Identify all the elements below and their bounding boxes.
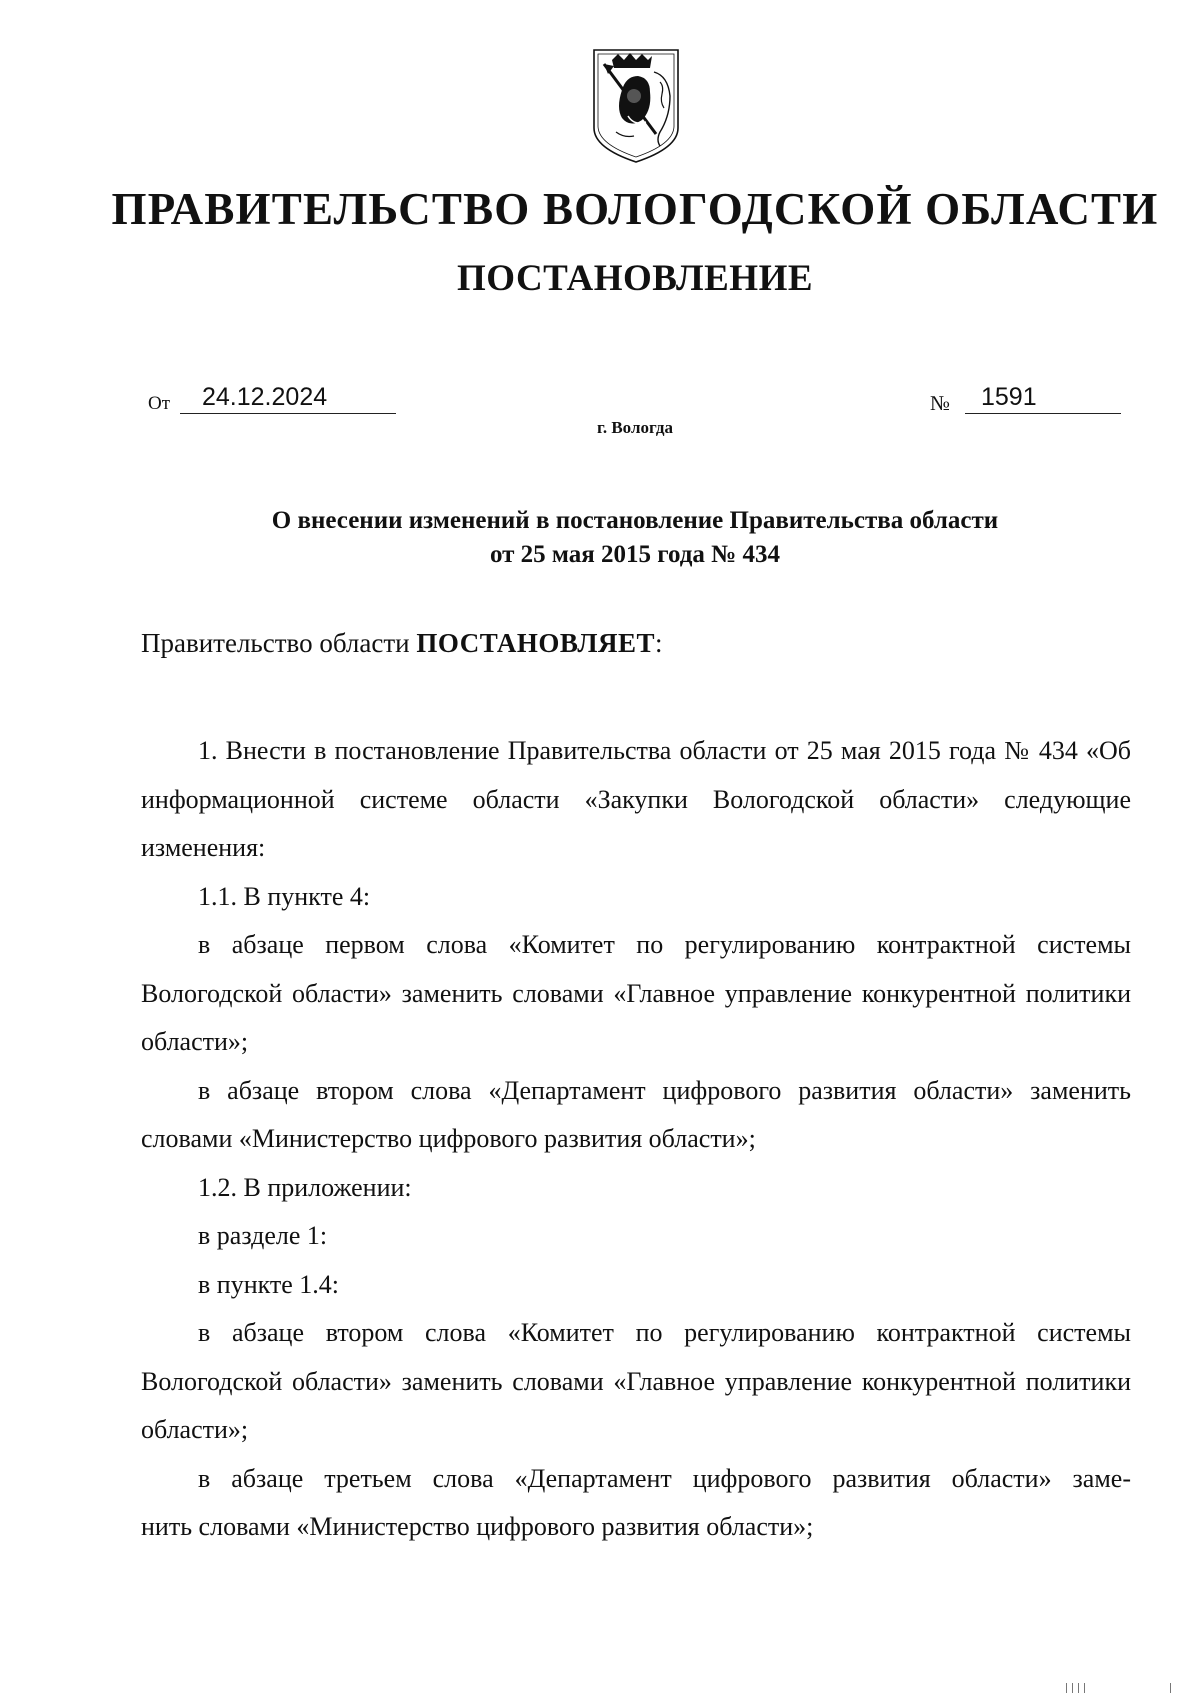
- paragraph: в абзаце первом слова «Комитет по регулированию контрактной системы Вологодской области» заменить словами «Главное управление конкурентной политики области»;: [141, 930, 1131, 1056]
- city-label: г. Вологда: [597, 418, 673, 437]
- document-date: 24.12.2024: [180, 381, 396, 414]
- government-title: ПРАВИТЕЛЬСТВО ВОЛОГОДСКОЙ ОБЛАСТИ: [111, 184, 1159, 234]
- scan-artifact: [1072, 1683, 1073, 1693]
- subject-line-1: О внесении изменений в постановление Правительства области: [271, 507, 999, 534]
- paragraph-last-line-2: нить словами «Министерство цифрового развития области»;: [141, 1512, 814, 1541]
- paragraph: в разделе 1:: [198, 1221, 328, 1250]
- intro-emphasis: ПОСТАНОВЛЯЕТ: [416, 628, 655, 658]
- document-body: [141, 727, 1131, 1552]
- scan-artifact: [1078, 1683, 1079, 1693]
- date-prefix-label: От: [148, 393, 171, 414]
- vologda-coat-of-arms-icon: [590, 46, 682, 166]
- number-prefix-label: №: [930, 391, 951, 415]
- scan-artifact: [1066, 1683, 1067, 1693]
- intro-suffix: :: [654, 628, 663, 658]
- intro-text: Правительство области: [141, 628, 417, 658]
- document-number: 1591: [965, 381, 1121, 414]
- scan-artifact: [1170, 1683, 1171, 1693]
- paragraph: 1.1. В пункте 4:: [198, 881, 371, 911]
- paragraph: 1.2. В приложении:: [198, 1172, 412, 1202]
- paragraph: в абзаце втором слова «Комитет по регулированию контрактной системы Вологодской области» заменить словами «Главное управление конкурентной политики области»;: [141, 1318, 1131, 1444]
- subject-line-2: от 25 мая 2015 года № 434: [489, 541, 781, 568]
- resolution-intro: [141, 628, 663, 659]
- document-subject: [0, 504, 1200, 572]
- paragraph: в пункте 1.4:: [198, 1269, 340, 1299]
- paragraph-last-line-1: в абзаце третьем слова «Департамент цифрового развития области» заме-: [198, 1463, 1131, 1493]
- paragraph: 1. Внести в постановление Правительства области от 25 мая 2015 года № 434 «Об информационной системе области «Закупки Вологодской области» следующие изменения:: [141, 736, 1131, 862]
- scan-artifact: [1084, 1683, 1085, 1693]
- paragraph: в абзаце втором слова «Департамент цифрового развития области» заменить словами «Министерство цифрового развития области»;: [141, 1075, 1131, 1153]
- document-type-heading: ПОСТАНОВЛЕНИЕ: [456, 258, 814, 299]
